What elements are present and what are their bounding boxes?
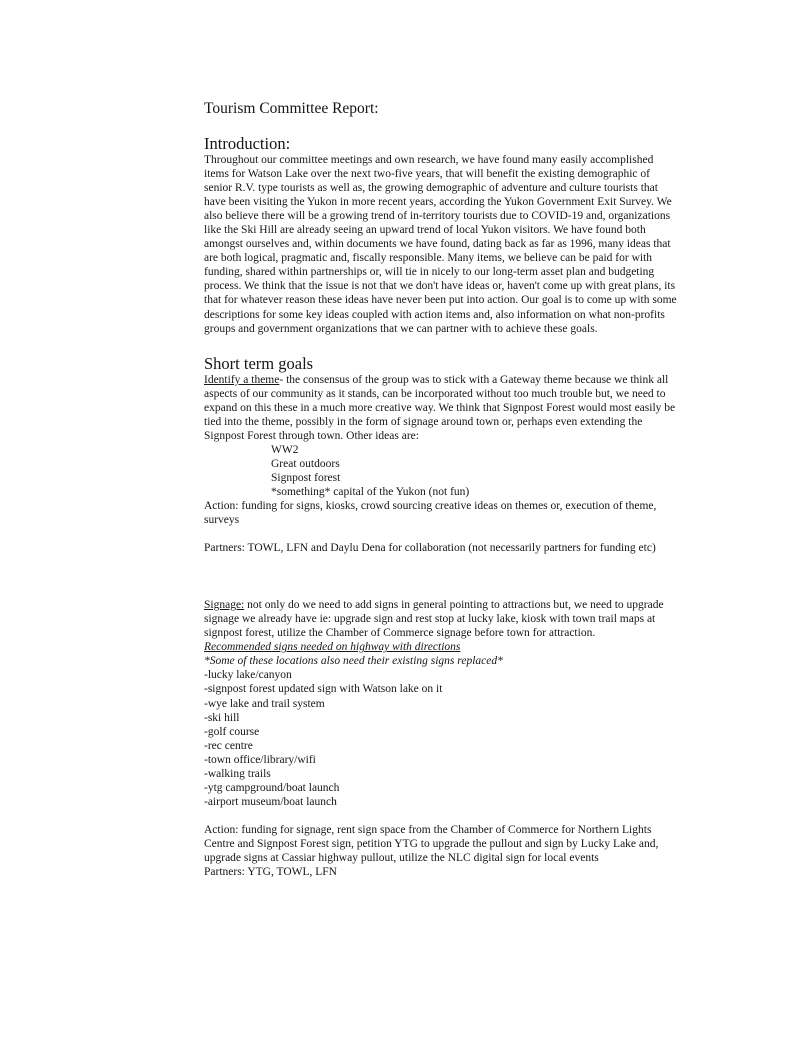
list-item: -signpost forest updated sign with Watson lake on it (204, 683, 443, 696)
intro-paragraph: Throughout our committee meetings and own research, we have found many easily accomplished items for Watson Lake over the next two-five years, that will benefit the existing demographic of senior R.V. type tourists as well as, the growing demographic of adventure and culture tourists that have been visiting the Yukon in more recent years, according the Yukon Government Exit Survey. We also believe there will be a growing trend of in-territory tourists due to COVID-19 and, organizations like the Ski Hill are already seeing an upward trend of local Yukon visitors. We have found both amongst ourselves and, within documents we have found, dating back as far as 1996, many ideas that are both logical, pragmatic and, fiscally responsible. Many items, we believe can be paid for with funding, shared within partnerships or, will tie in nicely to our long-term asset plan and budgeting process. We think that the issue is not that we don't have ideas or, haven't come up with great plans, its that for whatever reason these ideas have never been put into action. Our goal is to come up with some descriptions for some key ideas coupled with action items and, also information on what non-profits groups and government organizations that we can partner with to achieve these goals. (204, 154, 677, 335)
signage-partners: Partners: YTG, TOWL, LFN (204, 866, 337, 879)
signs-list (204, 668, 680, 808)
list-item: -ski hill (204, 711, 240, 724)
theme-ideas-list (204, 443, 680, 499)
intro-heading: Introduction: (204, 134, 291, 153)
list-item: -town office/library/wifi (204, 753, 316, 766)
recommended-signs-heading: Recommended signs needed on highway with directions (204, 641, 461, 654)
document-page (204, 100, 680, 879)
list-item: Great outdoors (271, 457, 340, 470)
list-item: -rec centre (204, 739, 253, 752)
theme-paragraph (204, 373, 680, 443)
replace-note: *Some of these locations also need their existing signs replaced* (204, 655, 503, 668)
list-item: -wye lake and trail system (204, 697, 325, 710)
signage-label: Signage: (204, 599, 245, 612)
list-item: *something* capital of the Yukon (not fun) (271, 485, 470, 498)
list-item: -ytg campground/boat launch (204, 781, 340, 794)
theme-label: Identify a theme (204, 373, 280, 386)
list-item: -lucky lake/canyon (204, 669, 292, 682)
theme-action: Action: funding for signs, kiosks, crowd sourcing creative ideas on themes or, execution of theme, surveys (204, 500, 657, 527)
signage-action: Action: funding for signage, rent sign space from the Chamber of Commerce for Northern Lights Centre and Signpost Forest sign, petition YTG to upgrade the pullout and sign by Lucky Lake and, upgrade signs at Cassiar highway pullout, utilize the NLC digital sign for local events (204, 823, 659, 864)
signage-paragraph (204, 598, 680, 640)
theme-text: - the consensus of the group was to stick with a Gateway theme because we think all aspects of our community as it stands, can be incorporated without too much trouble but, we need to expand on this these in a much more creative way. We think that Signpost Forest would most easily be tied into the theme, possibly in the form of signage around town or, perhaps even extending the Signpost Forest through town. Other ideas are: (204, 373, 676, 442)
report-title: Tourism Committee Report: (204, 100, 379, 117)
list-item: WW2 (271, 443, 299, 456)
list-item: Signpost forest (271, 471, 341, 484)
list-item: -golf course (204, 725, 260, 738)
list-item: -airport museum/boat launch (204, 795, 337, 808)
short-term-heading: Short term goals (204, 353, 314, 373)
theme-partners: Partners: TOWL, LFN and Daylu Dena for collaboration (not necessarily partners for funding etc) (204, 542, 656, 555)
list-item: -walking trails (204, 767, 271, 780)
signage-text: not only do we need to add signs in general pointing to attractions but, we need to upgrade signage we already have ie: upgrade sign and rest stop at lucky lake, kiosk with town trail maps at signpost forest, utilize the Chamber of Commerce signage before town for attraction. (204, 599, 664, 640)
